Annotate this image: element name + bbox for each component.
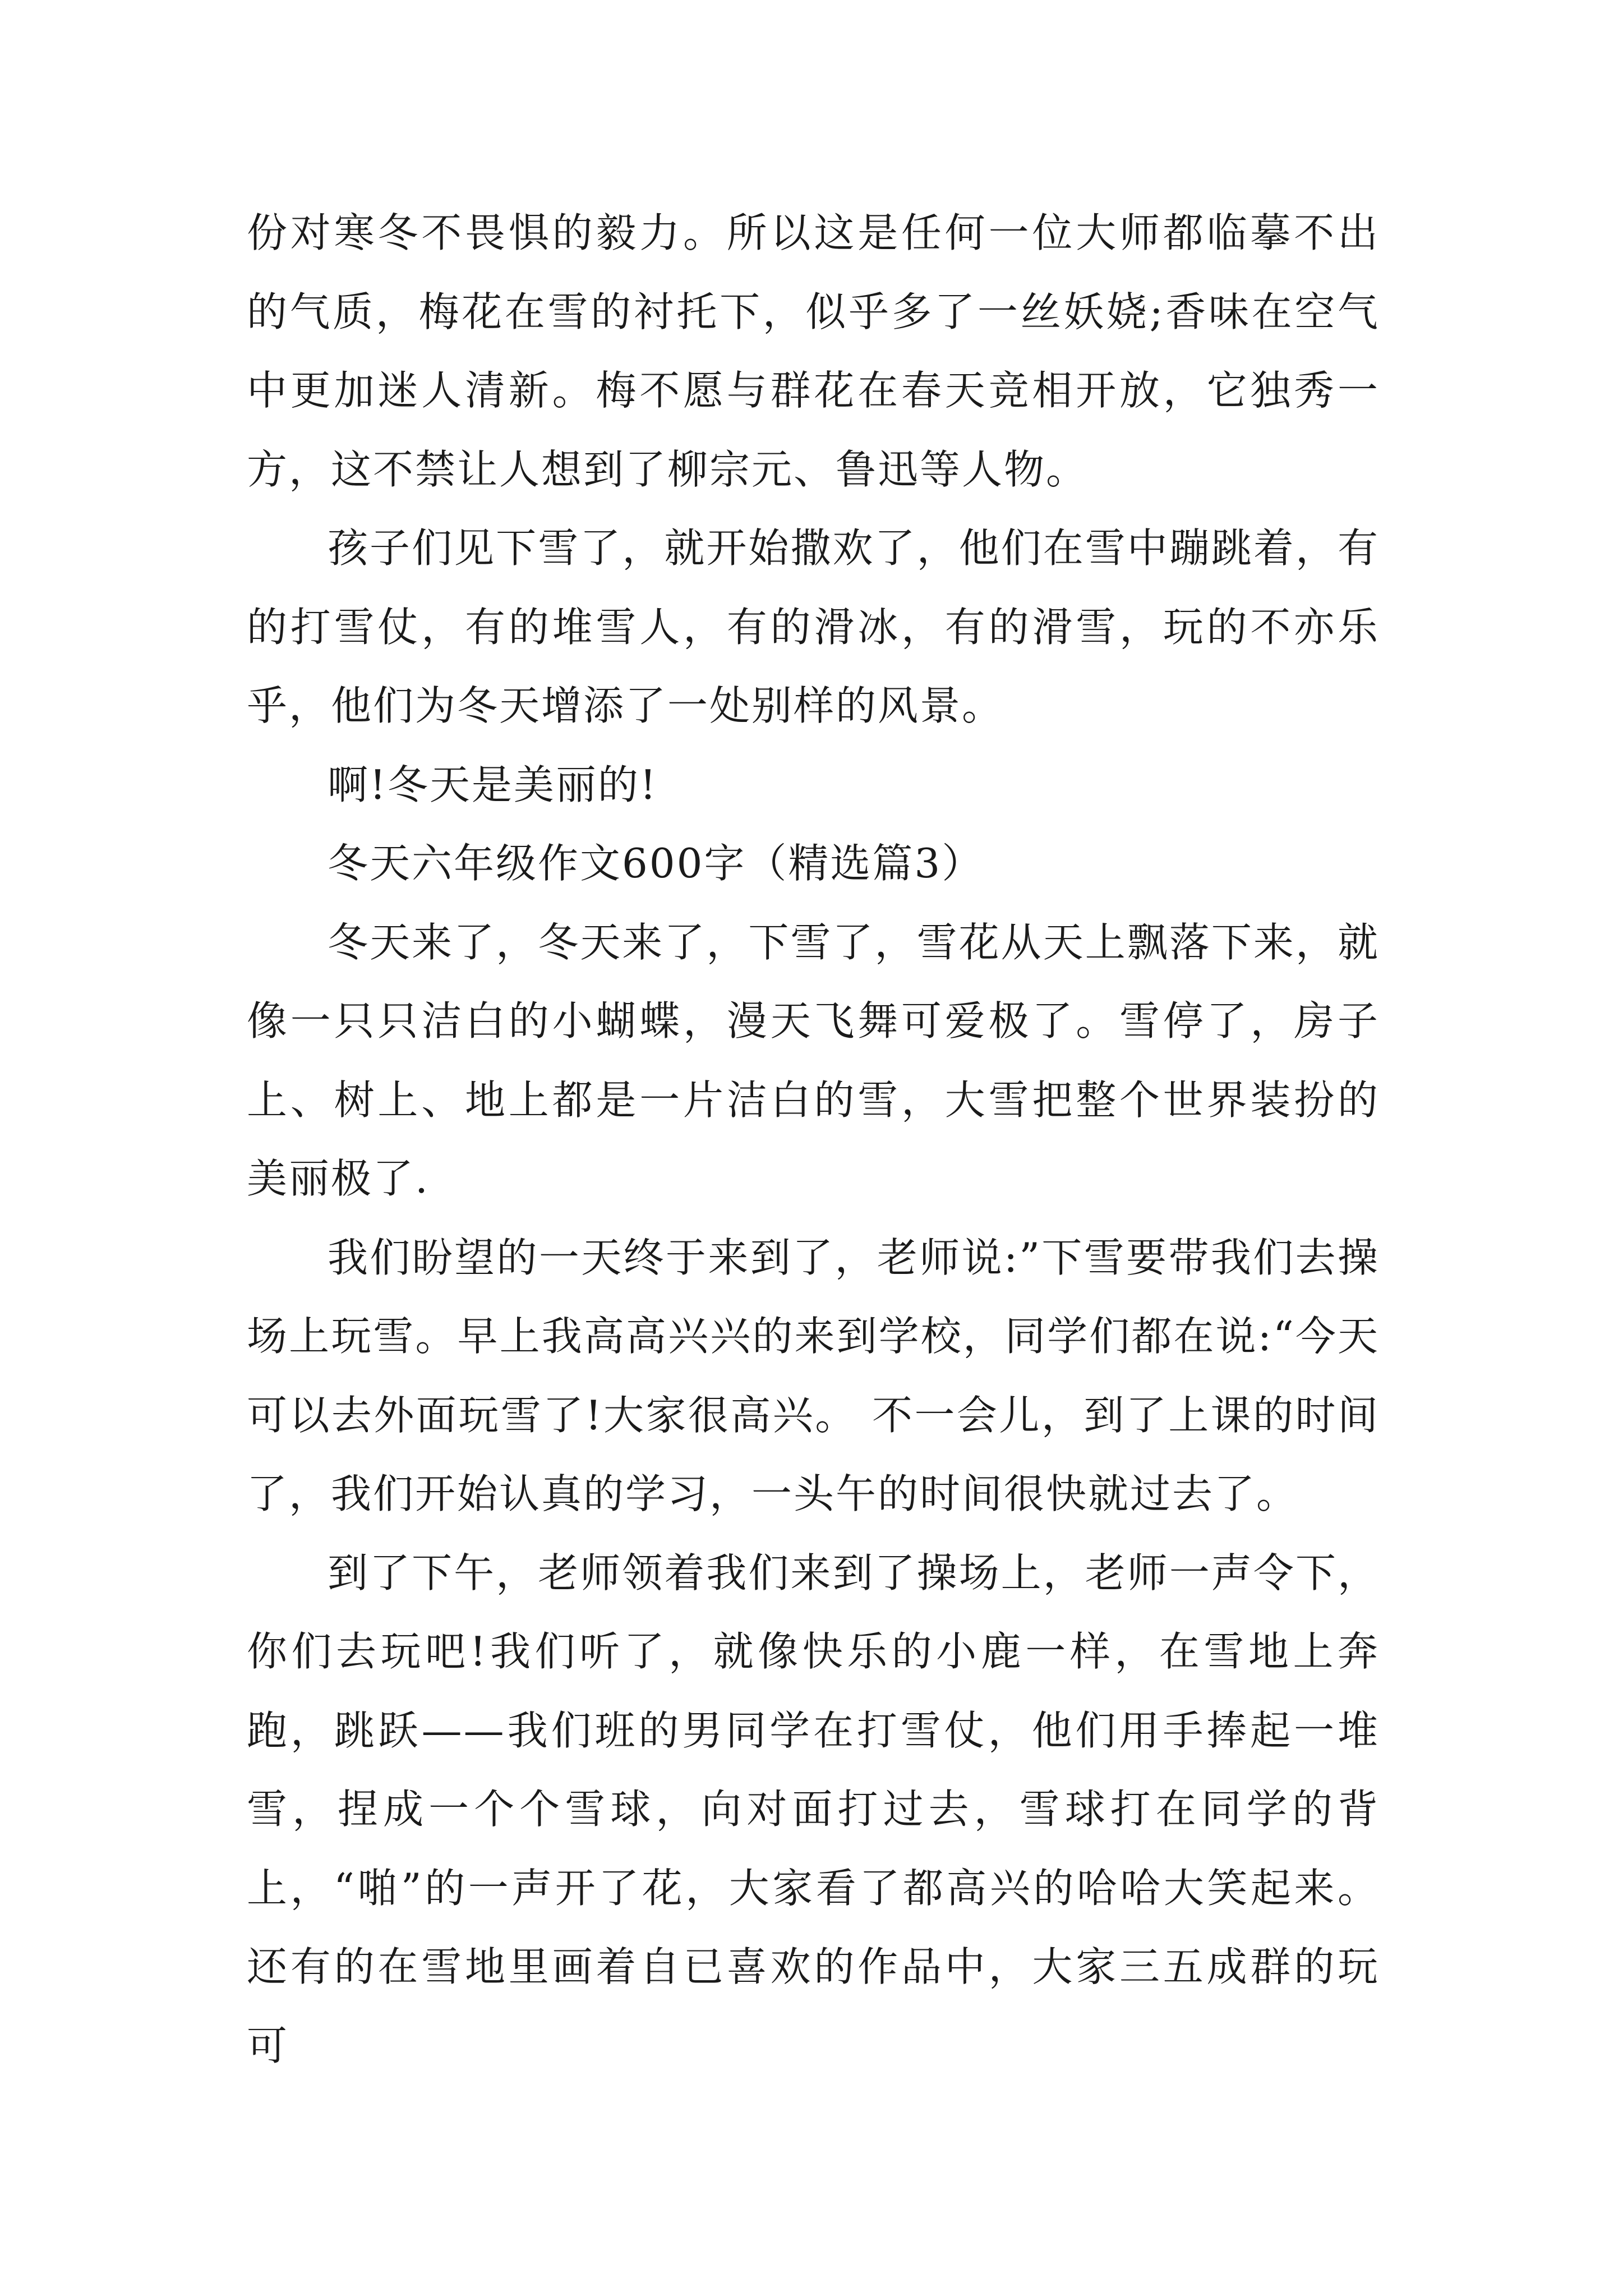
paragraph-afternoon-play: 到了下午，老师领着我们来到了操场上，老师一声令下，你们去玩吧!我们听了，就像快乐的小鹿一样，在雪地上奔跑，跳跃——我们班的男同学在打雪仗，他们用手捧起一堆雪，捏成一个个雪球，向对面打过去，雪球打在同学的背上，“啪”的一声开了花，大家看了都高兴的哈哈大笑起来。还有的在雪地里画着自已喜欢的作品中，大家三五成群的玩可 — [247, 1549, 1380, 2069]
section-heading: 冬天六年级作文600字（精选篇3） — [328, 840, 984, 887]
paragraph-exclamation: 啊!冬天是美丽的! — [328, 761, 658, 808]
paragraph-school-morning: 我们盼望的一天终于来到了，老师说:”下雪要带我们去操场上玩雪。早上我高高兴兴的来到学校，同学们都在说:“今天可以去外面玩雪了!大家很高兴。 不一会儿，到了上课的时间了，我们开始认真的学习，一头午的时间很快就过去了。 — [247, 1234, 1380, 1517]
paragraph-continued: 份对寒冬不畏惧的毅力。所以这是任何一位大师都临摹不出的气质，梅花在雪的衬托下，似乎多了一丝妖娆;香味在空气中更加迷人清新。梅不愿与群花在春天竞相开放，它独秀一方，这不禁让人想到了柳宗元、鲁迅等人物。 — [247, 209, 1380, 493]
paragraph-winter-arrives: 冬天来了，冬天来了，下雪了，雪花从天上飘落下来，就像一只只洁白的小蝴蝶，漫天飞舞可爱极了。雪停了，房子上、树上、地上都是一片洁白的雪，大雪把整个世界装扮的美丽极了. — [247, 918, 1380, 1202]
essay-body — [247, 194, 1380, 2085]
paragraph-children-play: 孩子们见下雪了，就开始撒欢了，他们在雪中蹦跳着，有的打雪仗，有的堆雪人，有的滑冰，有的滑雪，玩的不亦乐乎，他们为冬天增添了一处别样的风景。 — [247, 524, 1380, 729]
